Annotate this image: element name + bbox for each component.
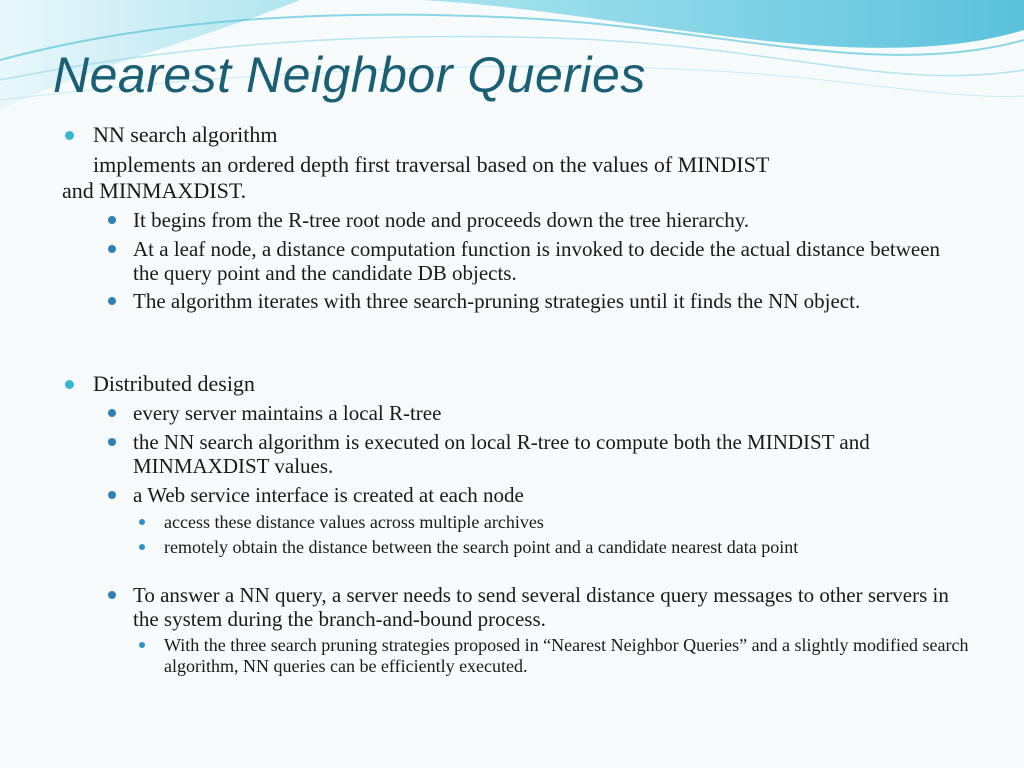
sub-sub-bullet xyxy=(164,512,964,533)
sub-bullet xyxy=(133,430,908,478)
bullet-text: NN search algorithm xyxy=(93,122,278,147)
bullet-dot-icon xyxy=(139,519,145,525)
bullet-dot-icon xyxy=(108,491,116,499)
bullet-dot-icon xyxy=(108,438,116,446)
bullet-text: Distributed design xyxy=(93,371,255,396)
bullet-dot-icon xyxy=(65,131,74,140)
bullet-distributed-design xyxy=(93,371,255,397)
bullet-text: remotely obtain the distance between the search point and a candidate nearest data point xyxy=(164,537,799,557)
bullet-nn-search xyxy=(93,122,278,148)
bullet-dot-icon xyxy=(65,380,74,389)
sub-sub-bullet xyxy=(164,635,974,677)
bullet-text: access these distance values across multiple archives xyxy=(164,512,544,532)
bullet-text: a Web service interface is created at each node xyxy=(133,483,524,507)
bullet-text: The algorithm iterates with three search-pruning strategies until it finds the NN object. xyxy=(133,289,861,313)
bullet-dot-icon xyxy=(139,544,145,550)
bullet-dot-icon xyxy=(108,409,116,417)
sub-bullet xyxy=(133,483,973,507)
bullet-text: At a leaf node, a distance computation function is invoked to decide the actual distance between the query point and the candidate DB objects. xyxy=(133,237,941,285)
bullet-dot-icon xyxy=(108,216,116,224)
sub-bullet xyxy=(133,208,973,232)
sub-sub-bullet xyxy=(164,537,964,558)
bullet-text: To answer a NN query, a server needs to send several distance query messages to other servers in the system during the branch-and-bound process. xyxy=(133,583,949,631)
sub-bullet xyxy=(133,401,973,425)
sub-bullet xyxy=(133,289,973,313)
bullet-dot-icon xyxy=(108,245,116,253)
bullet-dot-icon xyxy=(108,297,116,305)
description-line: implements an ordered depth first traversal based on the values of MINDIST xyxy=(93,152,770,177)
bullet-text: the NN search algorithm is executed on local R-tree to compute both the MINDIST and MINMAXDIST values. xyxy=(133,430,870,478)
slide-title: Nearest Neighbor Queries xyxy=(53,47,646,103)
bullet-text: every server maintains a local R-tree xyxy=(133,401,442,425)
bullet-text: It begins from the R-tree root node and proceeds down the tree hierarchy. xyxy=(133,208,750,232)
description-line-continued: and MINMAXDIST. xyxy=(62,178,247,203)
sub-bullet xyxy=(133,583,973,631)
bullet-dot-icon xyxy=(108,591,116,599)
sub-bullet xyxy=(133,237,953,285)
bullet-dot-icon xyxy=(139,642,145,648)
bullet-text: With the three search pruning strategies proposed in “Nearest Neighbor Queries” and a slightly modified search algorithm, NN queries can be efficiently executed. xyxy=(164,635,969,676)
